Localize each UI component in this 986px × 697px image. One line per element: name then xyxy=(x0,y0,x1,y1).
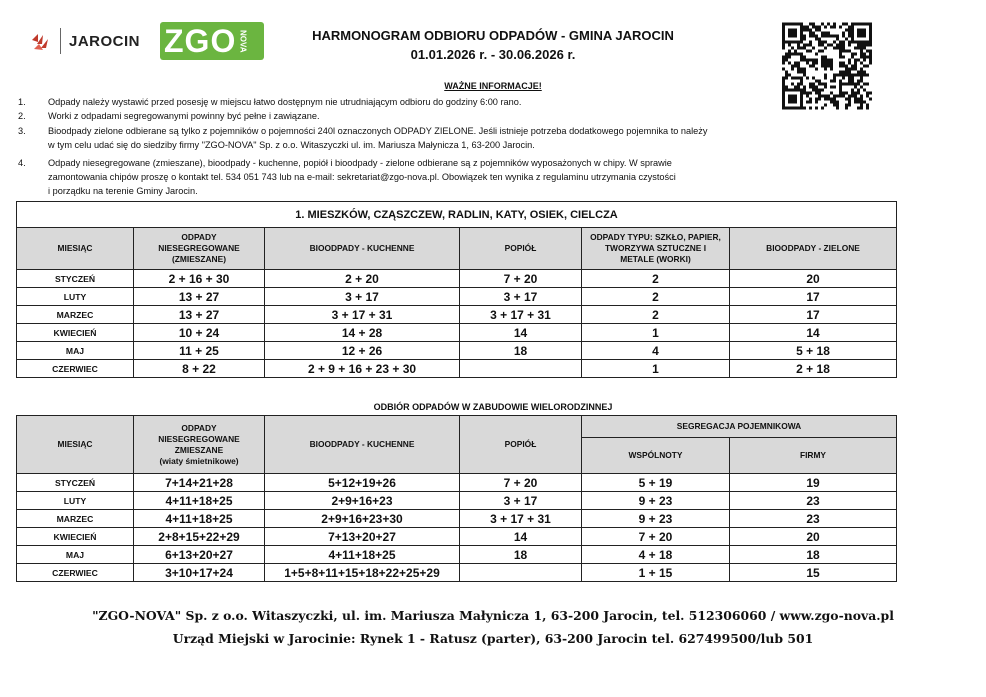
schedule-cell: 2 + 9 + 16 + 23 + 30 xyxy=(265,360,460,378)
column-header-green-bio: BIOODPADY - ZIELONE xyxy=(730,228,897,270)
row-month-label: LUTY xyxy=(17,492,134,510)
schedule-cell: 14 xyxy=(460,324,582,342)
table-header-row xyxy=(17,228,897,270)
schedule-cell: 20 xyxy=(730,270,897,288)
schedule-cell: 5 + 19 xyxy=(582,474,730,492)
schedule-cell: 7 + 20 xyxy=(582,528,730,546)
schedule-cell: 4+11+18+25 xyxy=(134,492,265,510)
schedule-cell: 7+13+20+27 xyxy=(265,528,460,546)
row-month-label: MARZEC xyxy=(17,306,134,324)
schedule-cell: 3 + 17 xyxy=(460,492,582,510)
schedule-cell: 9 + 23 xyxy=(582,492,730,510)
schedule-cell: 14 xyxy=(730,324,897,342)
column-header-kitchen-bio: BIOODPADY - KUCHENNE xyxy=(265,416,460,474)
schedule-cell: 7 + 20 xyxy=(460,474,582,492)
schedule-cell: 18 xyxy=(730,546,897,564)
schedule-cell: 1 xyxy=(582,324,730,342)
row-month-label: CZERWIEC xyxy=(17,564,134,582)
schedule-cell: 15 xyxy=(730,564,897,582)
info-item-3 xyxy=(18,125,918,153)
schedule-cell: 1+5+8+11+15+18+22+25+29 xyxy=(265,564,460,582)
schedule-cell: 4+11+18+25 xyxy=(134,510,265,528)
info-heading: WAŻNE INFORMACJE! xyxy=(444,81,542,91)
info-item-text: Bioodpady zielone odbierane są tylko z pojemników o pojemności 240l oznaczonych ODPADY ZIELONE. Jeśli istnieje potrzeba dodatkowego pojemnika to należy xyxy=(48,126,708,136)
column-header-ash: POPIÓŁ xyxy=(460,228,582,270)
schedule-cell: 4 xyxy=(582,342,730,360)
column-header-kitchen-bio: BIOODPADY - KUCHENNE xyxy=(265,228,460,270)
schedule-table-single-family xyxy=(16,201,897,378)
table-row xyxy=(17,564,897,582)
schedule-cell: 2 xyxy=(582,270,730,288)
schedule-cell: 17 xyxy=(730,288,897,306)
column-header-mixed-waste: ODPADY NIESEGREGOWANE ZMIESZANE (wiaty śmietnikowe) xyxy=(134,416,265,474)
table-row xyxy=(17,324,897,342)
schedule-cell: 4 + 18 xyxy=(582,546,730,564)
company-logo-subtext: NOVA xyxy=(238,29,248,53)
column-header-container-segregation: SEGREGACJA POJEMNIKOWA xyxy=(582,416,897,438)
schedule-cell: 4+11+18+25 xyxy=(265,546,460,564)
schedule-cell: 5 + 18 xyxy=(730,342,897,360)
table-row xyxy=(17,510,897,528)
schedule-cell: 2+9+16+23 xyxy=(265,492,460,510)
row-month-label: KWIECIEŃ xyxy=(17,324,134,342)
column-header-communities: WSPÓLNOTY xyxy=(582,438,730,474)
info-item-number: 1. xyxy=(18,97,26,107)
company-logo-text: ZGO xyxy=(164,22,237,59)
schedule-cell: 13 + 27 xyxy=(134,306,265,324)
row-month-label: CZERWIEC xyxy=(17,360,134,378)
column-header-companies: FIRMY xyxy=(730,438,897,474)
row-month-label: STYCZEŃ xyxy=(17,270,134,288)
table-row xyxy=(17,474,897,492)
schedule-cell: 3 + 17 xyxy=(265,288,460,306)
table-row xyxy=(17,528,897,546)
title-line-2: 01.01.2026 r. - 30.06.2026 r. xyxy=(410,47,576,62)
column-header-recyclables: ODPADY TYPU: SZKŁO, PAPIER, TWORZYWA SZTUCZNE I METALE (WORKI) xyxy=(582,228,730,270)
schedule-cell: 3 + 17 + 31 xyxy=(460,510,582,528)
info-item-text: Worki z odpadami segregowanymi powinny być pełne i zawiązane. xyxy=(48,111,320,121)
row-month-label: MARZEC xyxy=(17,510,134,528)
schedule-cell: 2+9+16+23+30 xyxy=(265,510,460,528)
column-header-month: MIESIĄC xyxy=(17,416,134,474)
row-month-label: STYCZEŃ xyxy=(17,474,134,492)
schedule-cell: 2 + 18 xyxy=(730,360,897,378)
table-row xyxy=(17,492,897,510)
schedule-cell: 12 + 26 xyxy=(265,342,460,360)
schedule-cell: 14 + 28 xyxy=(265,324,460,342)
schedule-cell: 3 + 17 + 31 xyxy=(265,306,460,324)
footer-company-contact: "ZGO-NOVA" Sp. z o.o. Witaszyczki, ul. im. Mariusza Małynicza 1, 63-200 Jarocin, tel. 512306060 / www.zgo-nova.pl xyxy=(92,608,894,623)
schedule-cell: 6+13+20+27 xyxy=(134,546,265,564)
info-item-text: i porządku na terenie Gminy Jarocin. xyxy=(48,186,198,196)
row-month-label: LUTY xyxy=(17,288,134,306)
municipality-logo-text: JAROCIN xyxy=(69,32,141,50)
schedule-cell: 8 + 22 xyxy=(134,360,265,378)
footer-office-contact: Urząd Miejski w Jarocinie: Rynek 1 - Ratusz (parter), 63-200 Jarocin tel. 627499500/lub 501 xyxy=(172,631,814,646)
schedule-cell: 5+12+19+26 xyxy=(265,474,460,492)
info-item-text: Odpady niesegregowane (zmieszane), bioodpady - kuchenne, popiół i bioodpady - zielone odbierane są z pojemników wyposażonych w chipy. W sprawie xyxy=(48,158,672,168)
schedule-cell: 1 xyxy=(582,360,730,378)
schedule-cell: 3 + 17 xyxy=(460,288,582,306)
column-header-ash: POPIÓŁ xyxy=(460,416,582,474)
table-row xyxy=(17,288,897,306)
info-item-number: 4. xyxy=(18,158,26,168)
schedule-cell: 2 + 20 xyxy=(265,270,460,288)
schedule-cell xyxy=(460,360,582,378)
schedule-cell: 14 xyxy=(460,528,582,546)
schedule-cell: 7 + 20 xyxy=(460,270,582,288)
schedule-cell: 7+14+21+28 xyxy=(134,474,265,492)
section-title-multifamily: ODBIÓR ODPADÓW W ZABUDOWIE WIELORODZINNEJ xyxy=(373,402,613,412)
info-item-text: w tym celu udać się do siedziby firmy "ZGO-NOVA" Sp. z o.o. Witaszyczki ul. im. Mariusza Małynicza 1, 63-200 Jarocin. xyxy=(48,140,535,150)
row-month-label: MAJ xyxy=(17,546,134,564)
schedule-cell: 10 + 24 xyxy=(134,324,265,342)
schedule-cell: 20 xyxy=(730,528,897,546)
row-month-label: MAJ xyxy=(17,342,134,360)
schedule-cell: 1 + 15 xyxy=(582,564,730,582)
table-row xyxy=(17,342,897,360)
schedule-cell: 2 + 16 + 30 xyxy=(134,270,265,288)
table-row xyxy=(17,360,897,378)
schedule-cell: 2 xyxy=(582,306,730,324)
schedule-cell: 11 + 25 xyxy=(134,342,265,360)
column-header-mixed-waste: ODPADY NIESEGREGOWANE (ZMIESZANE) xyxy=(134,228,265,270)
row-month-label: KWIECIEŃ xyxy=(17,528,134,546)
table-row xyxy=(17,546,897,564)
info-item-4 xyxy=(18,157,918,199)
schedule-cell: 3 + 17 + 31 xyxy=(460,306,582,324)
schedule-cell xyxy=(460,564,582,582)
schedule-cell: 17 xyxy=(730,306,897,324)
info-item-number: 3. xyxy=(18,126,26,136)
schedule-cell: 19 xyxy=(730,474,897,492)
schedule-cell: 18 xyxy=(460,546,582,564)
schedule-cell: 2+8+15+22+29 xyxy=(134,528,265,546)
column-header-month: MIESIĄC xyxy=(17,228,134,270)
info-item-number: 2. xyxy=(18,111,26,121)
table-row xyxy=(17,270,897,288)
title-line-1: HARMONOGRAM ODBIORU ODPADÓW - GMINA JAROCIN xyxy=(312,28,674,43)
schedule-cell: 18 xyxy=(460,342,582,360)
schedule-cell: 3+10+17+24 xyxy=(134,564,265,582)
info-item-text: Odpady należy wystawić przed posesję w miejscu łatwo dostępnym nie utrudniającym odbioru do godziny 6:00 rano. xyxy=(48,97,522,107)
schedule-cell: 2 xyxy=(582,288,730,306)
info-item-text: zamontowania chipów proszę o kontakt tel. 534 051 743 lub na e-mail: sekretariat@zgo-nova.pl. Obowiązek ten wynika z regulaminu utrzymania czystości xyxy=(48,172,676,182)
schedule-table-multi-family xyxy=(16,415,897,582)
schedule-cell: 23 xyxy=(730,510,897,528)
table-title: 1. MIESZKÓW, CZĄSZCZEW, RADLIN, KATY, OSIEK, CIELCZA xyxy=(17,202,897,228)
schedule-cell: 13 + 27 xyxy=(134,288,265,306)
schedule-cell: 9 + 23 xyxy=(582,510,730,528)
schedule-cell: 23 xyxy=(730,492,897,510)
table-row xyxy=(17,306,897,324)
